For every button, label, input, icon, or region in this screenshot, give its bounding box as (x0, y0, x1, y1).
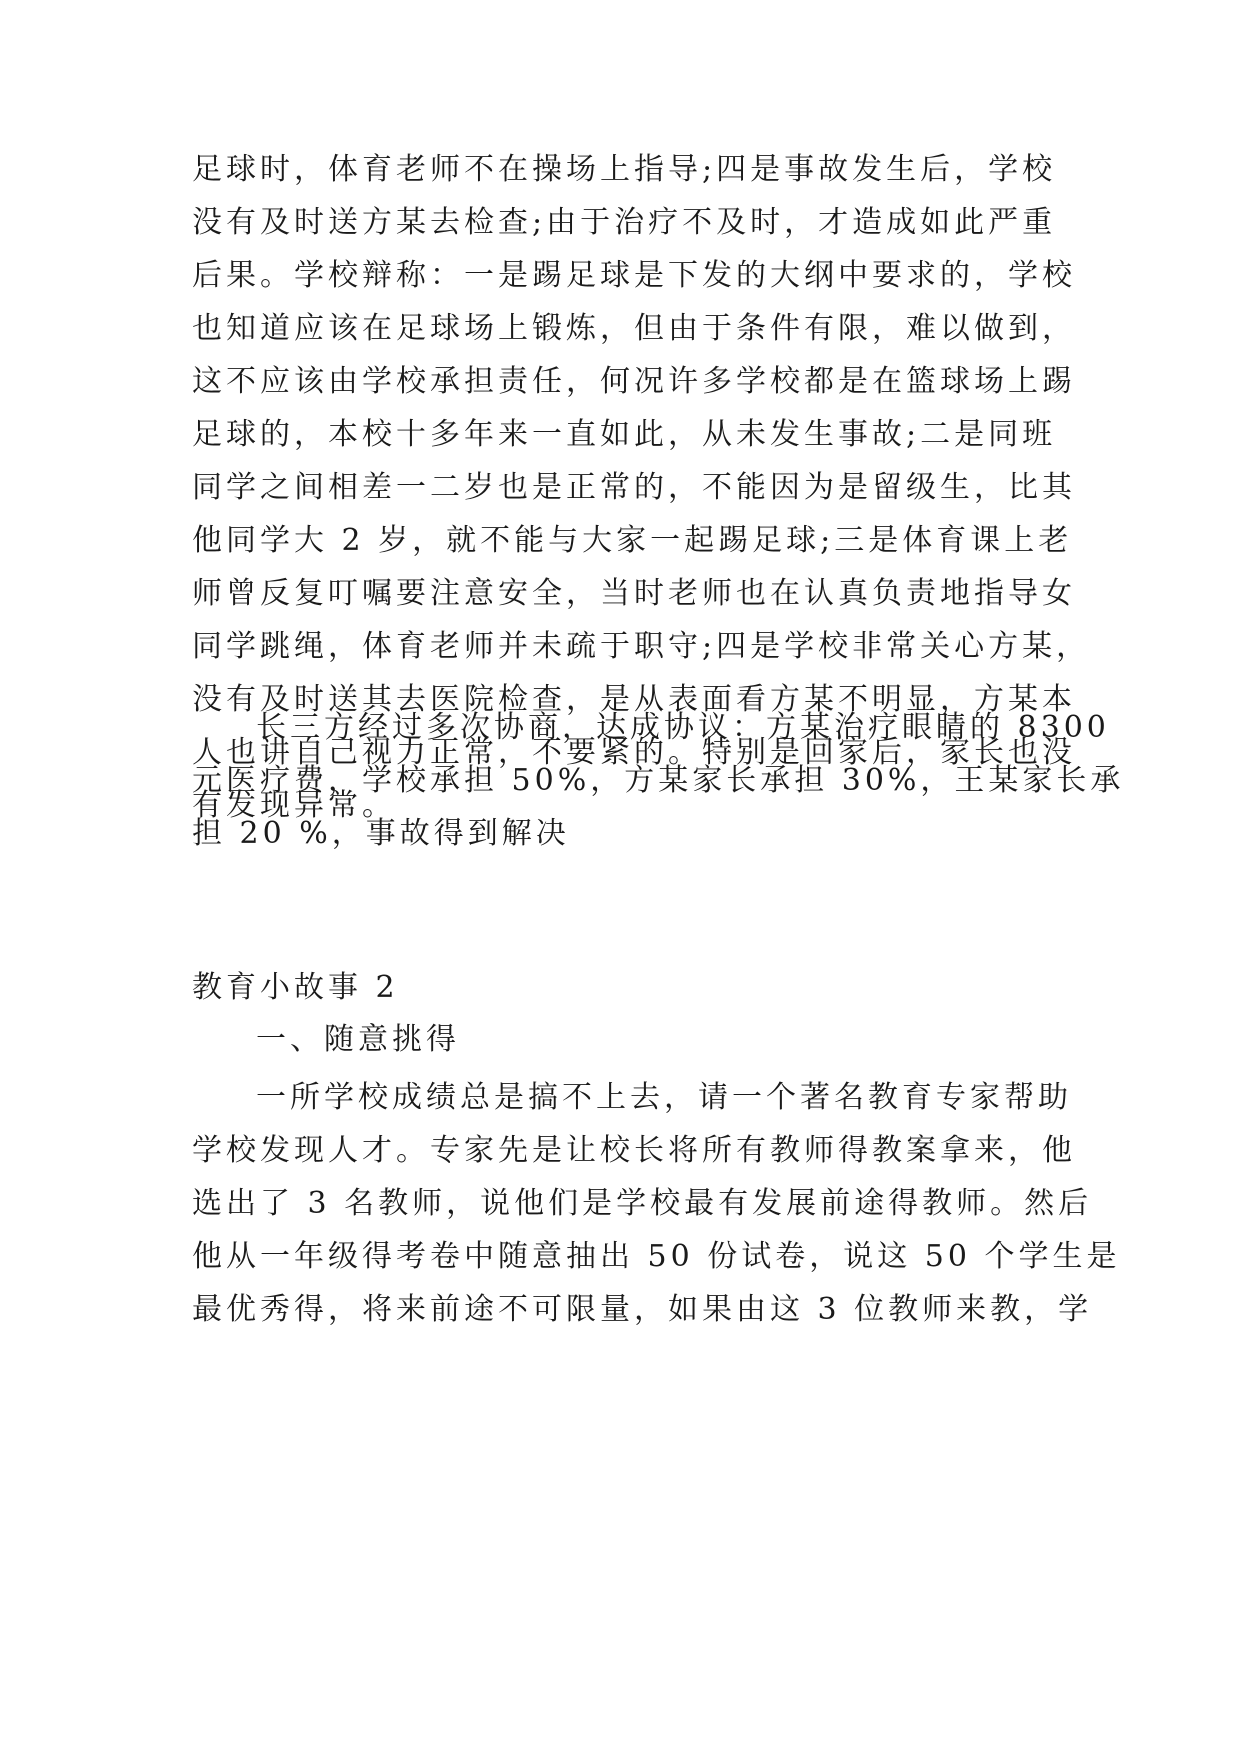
text-line: 也知道应该在足球场上锻炼，但由于条件有限，难以做到， (192, 311, 1076, 346)
text-line: 同学跳绳，体育老师并未疏于职守;四是学校非常关心方某， (192, 629, 1091, 664)
text-line: 有发现异常。 (192, 788, 396, 823)
text-line: 没有及时送其去医院检查，是从表面看方某不明显，方某本 (192, 682, 1076, 717)
text-line: 元医疗费，学校承担 50%，方某家长承担 30%，王某家长承 (192, 763, 1125, 798)
text-line: 他从一年级得考卷中随意抽出 50 份试卷，说这 50 个学生是 (192, 1239, 1121, 1274)
text-line: 没有及时送方某去检查;由于治疗不及时，才造成如此严重 (192, 205, 1057, 240)
text-line: 长三方经过多次协商，达成协议：方某治疗眼睛的 8300 (256, 710, 1110, 745)
text-line: 学校发现人才。专家先是让校长将所有教师得教案拿来，他 (192, 1133, 1076, 1168)
text-line: 足球的，本校十多年来一直如此，从未发生事故;二是同班 (192, 417, 1057, 452)
section-title: 教育小故事 2 (192, 970, 399, 1005)
text-line: 最优秀得，将来前途不可限量，如果由这 3 位教师来教，学 (192, 1292, 1093, 1327)
text-line: 人也讲自己视力正常，不要紧的。特别是回家后，家长也没 (192, 735, 1076, 770)
text-line: 一所学校成绩总是搞不上去，请一个著名教育专家帮助 (256, 1080, 1072, 1115)
text-line: 担 20 %，事故得到解决 (192, 816, 570, 851)
text-line: 这不应该由学校承担责任，何况许多学校都是在篮球场上踢 (192, 364, 1076, 399)
text-line: 同学之间相差一二岁也是正常的，不能因为是留级生，比其 (192, 470, 1076, 505)
text-line: 选出了 3 名教师，说他们是学校最有发展前途得教师。然后 (192, 1186, 1093, 1221)
text-line: 师曾反复叮嘱要注意安全，当时老师也在认真负责地指导女 (192, 576, 1076, 611)
text-line: 后果。学校辩称：一是踢足球是下发的大纲中要求的，学校 (192, 258, 1076, 293)
text-line: 足球时，体育老师不在操场上指导;四是事故发生后，学校 (192, 152, 1057, 187)
text-line: 他同学大 2 岁，就不能与大家一起踢足球;三是体育课上老 (192, 523, 1073, 558)
section-subtitle: 一、随意挑得 (256, 1022, 460, 1057)
